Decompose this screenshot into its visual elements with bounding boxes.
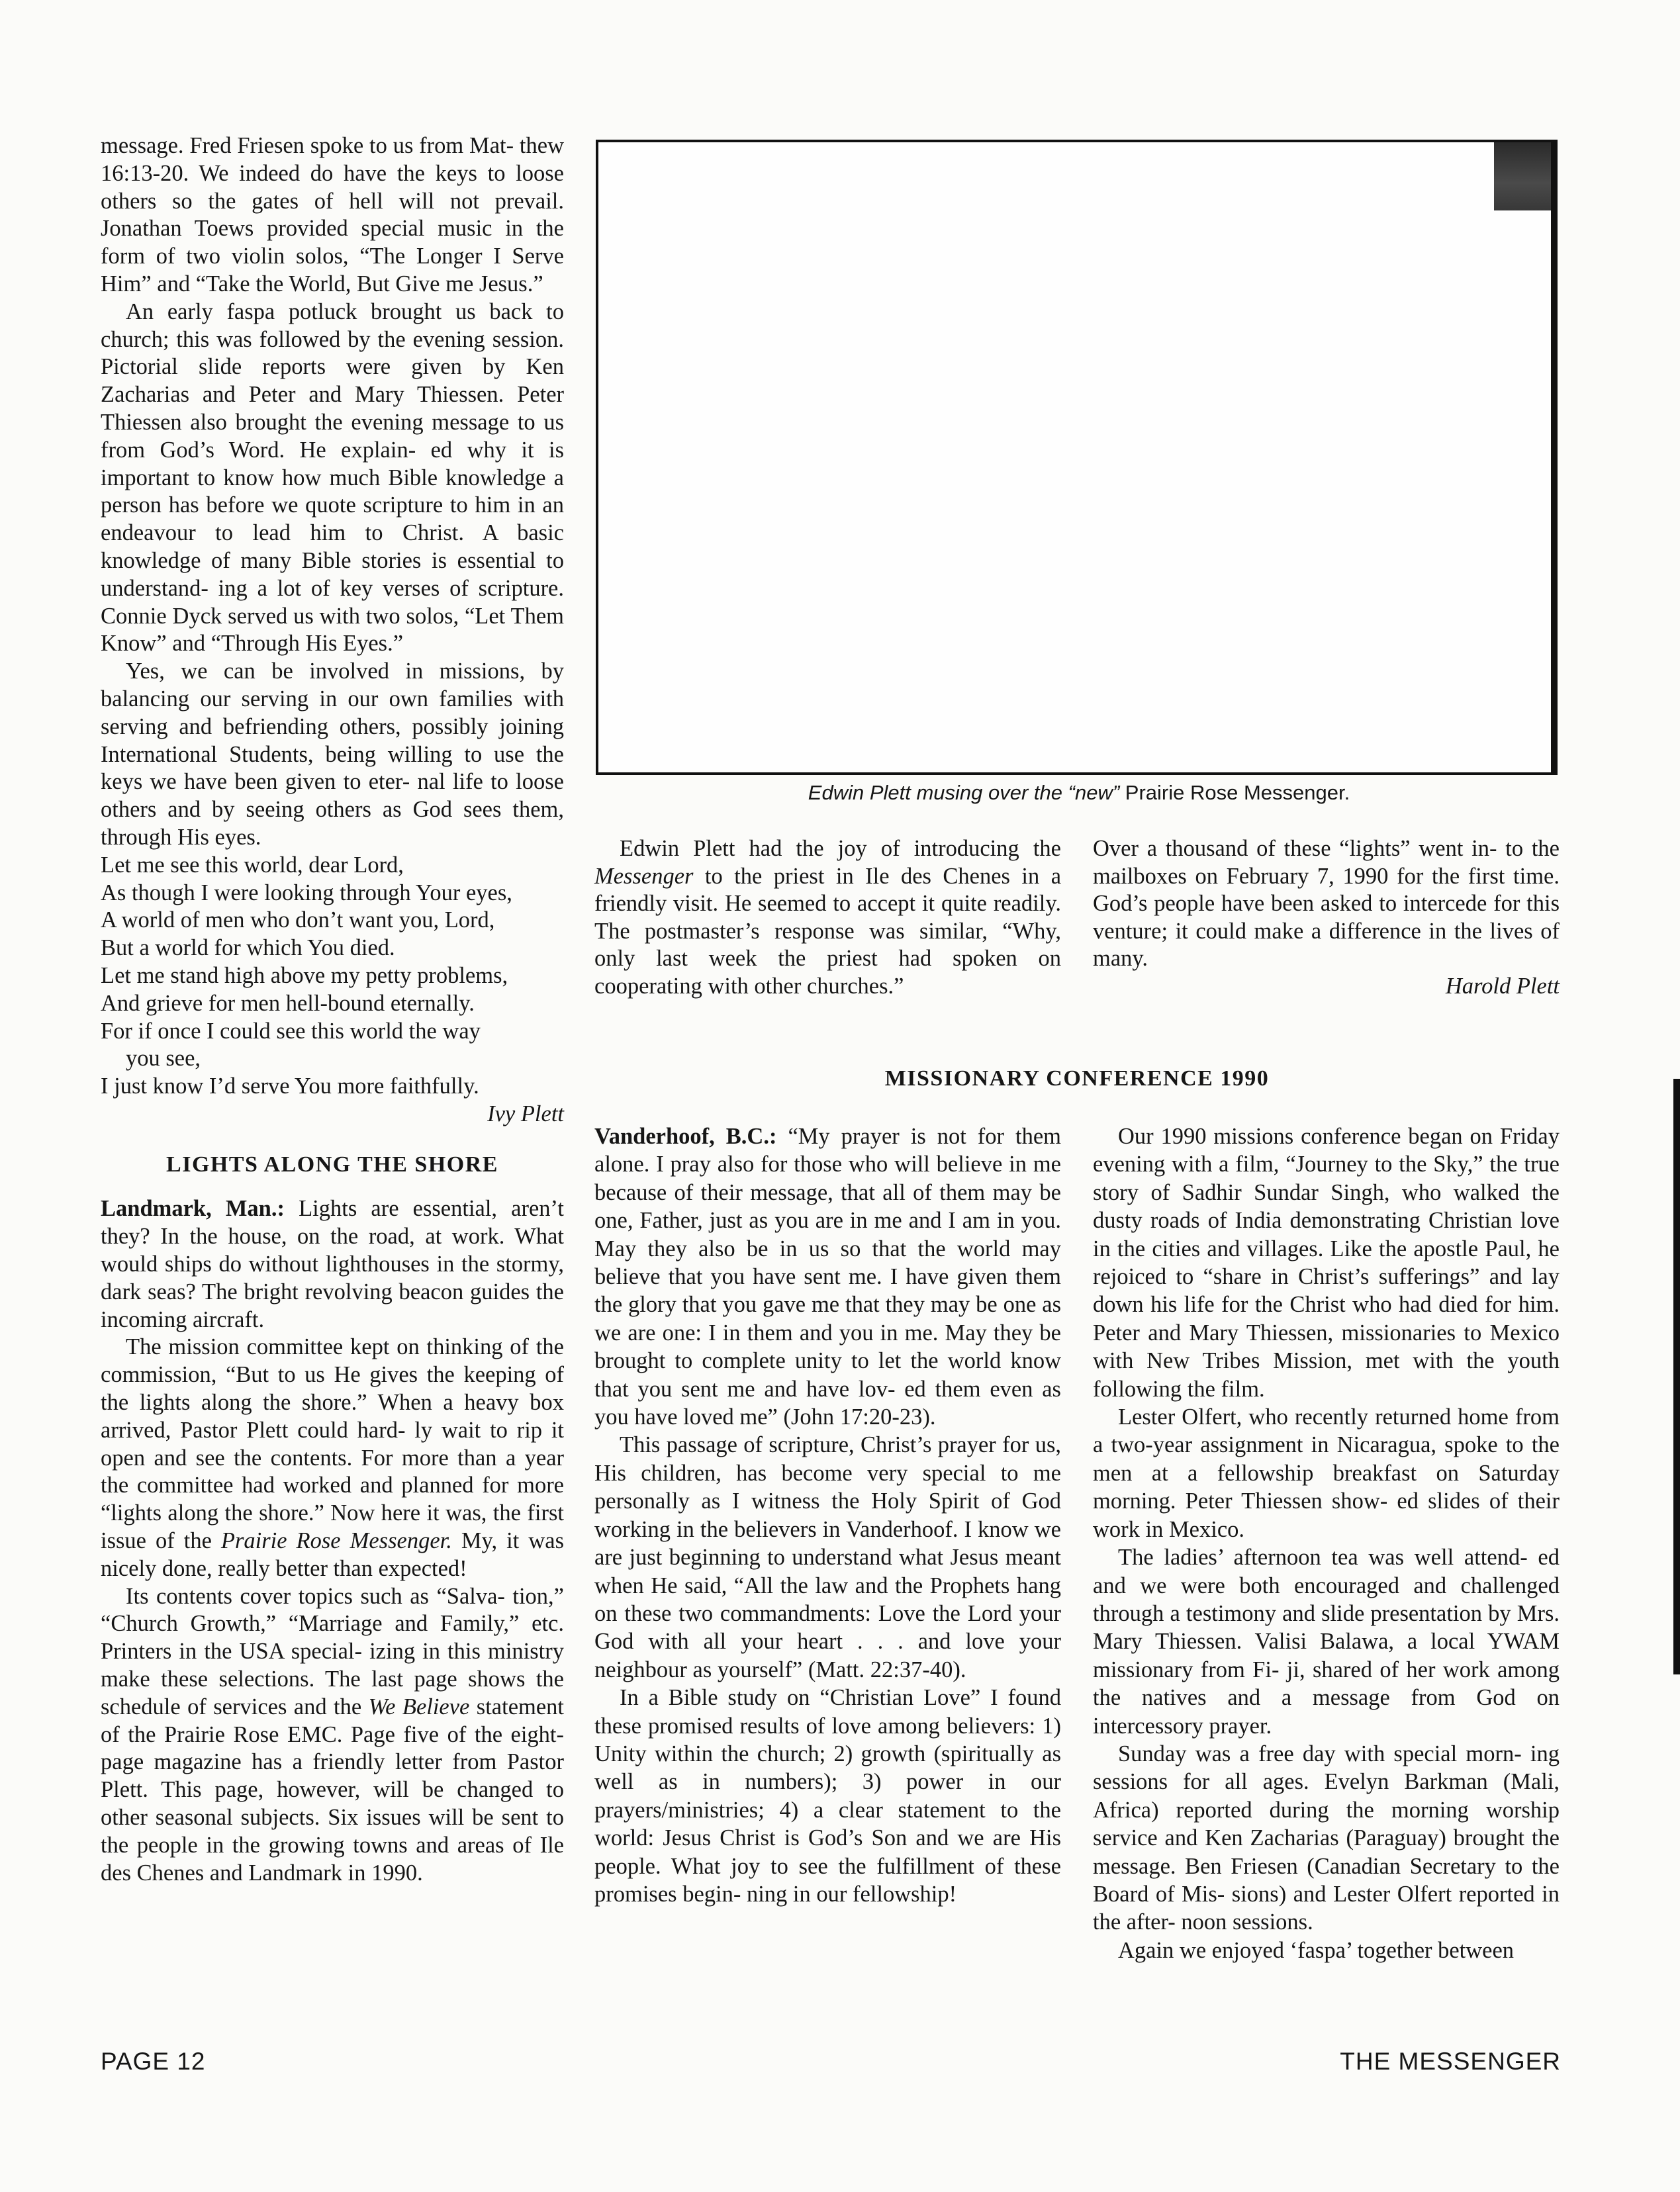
section-heading: MISSIONARY CONFERENCE 1990 <box>884 1066 1270 1091</box>
statement-title: We Believe <box>368 1694 470 1719</box>
left-column <box>101 132 564 1887</box>
poem-line: As though I were looking through Your eyes, <box>101 880 512 905</box>
signature: Ivy Plett <box>487 1101 564 1126</box>
paragraph <box>594 835 1061 1000</box>
paragraph: Yes, we can be involved in missions, by balancing our serving in our own families with serving and befriending others, possibly joining International Students, being willing to use the keys we have been given to eter- nal life to loose others and by seeing others as God sees them, through His eyes. <box>101 659 564 850</box>
paragraph: Over a thousand of these “lights” went in- to the mailboxes on February 7, 1990 for the first time. God’s people have been asked to intercede for this venture; it could make a difference in the lives of many. <box>1093 836 1560 971</box>
paragraph: Again we enjoyed ‘faspa’ together between <box>1118 1937 1515 1963</box>
page-number: PAGE 12 <box>101 2048 206 2075</box>
poem-line: you see, <box>126 1046 201 1072</box>
poem-line: A world of men who don’t want you, Lord, <box>101 907 495 933</box>
poem <box>101 852 564 1101</box>
paragraph-text: to the priest in Ile des Chenes in a friendly visit. He seemed to accept it quite readily. The postmaster’s response was similar, “Why, only last week the priest had spoken on cooperating with other churches.” <box>594 863 1062 999</box>
caption-text: Edwin Plett musing over the “new” <box>808 781 1120 804</box>
paragraph: An early faspa potluck brought us back to church; this was followed by the evening session. Pictorial slide reports were given by Ken Zacharias and Peter and Mary Thiessen. Peter Thiessen also brought the evening message to us from God’s Word. He explain- ed why it is important to know how much Bible knowledge a person has before we quote scripture to him in an endeavour to lead him to Christ. A basic knowledge of many Bible stories is essential to understand- ing a lot of key verses of scripture. Connie Dyck served us with two solos, “Let Them Know” and “Through His Eyes.” <box>101 298 564 657</box>
paragraph: In a Bible study on “Christian Love” I found these promised results of love among believers: 1) Unity within the church; 2) growth (spiritually as well as in numbers); 3) power in our prayers/ministries; 4) a clear statement to the world: Jesus Christ is God’s Son and we are His people. What joy to see the fulfillment of these promises begin- ning in our fellowship! <box>594 1685 1061 1907</box>
paragraph-text: Its contents cover topics such as “Salva- tion,” “Church Growth,” “Marriage and Family,” etc. Printers in the USA special- izing in this ministry make these selections. The last page shows the schedule of services and the <box>101 1583 564 1719</box>
right-column-bottom <box>1093 1122 1560 1964</box>
publication-title: Messenger <box>594 863 694 889</box>
signature: Harold Plett <box>1445 973 1560 999</box>
paragraph <box>594 1122 1061 1431</box>
paragraph: Sunday was a free day with special morn- ing sessions for all ages. Evelyn Barkman (Mali, Africa) reported during the morning worship service and Ken Zacharias (Paraguay) brought the message. Ben Friesen (Canadian Secretary to the Board of Mis- sions) and Lester Olfert reported in the after- noon sessions. <box>1093 1741 1560 1935</box>
paragraph <box>101 1195 564 1334</box>
paragraph: message. Fred Friesen spoke to us from Mat- thew 16:13-20. We indeed do have the keys to loose others so the gates of hell will not prevail. Jonathan Toews provided special music in the form of two violin solos, “The Longer I Serve Him” and “Take the World, But Give me Jesus.” <box>101 133 564 297</box>
paragraph-text: Edwin Plett had the joy of introducing the <box>620 836 1061 861</box>
paragraph <box>101 1583 564 1888</box>
paragraph: This passage of scripture, Christ’s prayer for us, His children, has become very special to me personally as I witness the Holy Spirit of God working in the believers in Vanderhoof. I know we are just beginning to understand what Jesus meant when He said, “All the law and the Prophets hang on these two commandments: Love the Lord your God with all your heart . . . and love your neighbour as yourself” (Matt. 22:37-40). <box>594 1432 1061 1682</box>
place-name: Vanderhoof, B.C.: <box>594 1124 777 1149</box>
magazine-title: THE MESSENGER <box>1340 2048 1561 2075</box>
photo-caption <box>596 781 1562 805</box>
poem-line: Let me stand high above my petty problems, <box>101 962 508 988</box>
paragraph-text: “My prayer is not for them alone. I pray also for those who will believe in me because of their message, that all of them may be one, Father, just as you are in me and I am in you. May they also be in us so that the world may believe that you have sent me. I have given them the glory that you gave me that they may be one as we are one: I in them and you in me. May they be brought to complete unity to let the world know that you sent me and have lov- ed them even as you have loved me” (John 17:20-23). <box>594 1124 1061 1430</box>
poem-line: And grieve for men hell-bound eternally. <box>101 990 475 1016</box>
section-heading: LIGHTS ALONG THE SHORE <box>166 1152 498 1177</box>
right-column-top <box>1093 835 1560 1000</box>
photo-shadow <box>1494 142 1551 210</box>
poem-line: Let me see this world, dear Lord, <box>101 852 404 878</box>
poem-line: I just know I’d serve You more faithfully. <box>101 1073 479 1099</box>
paragraph <box>101 1334 564 1582</box>
poem-line: For if once I could see this world the way <box>101 1018 481 1044</box>
paragraph-text: statement of the Prairie Rose EMC. Page five of the eight-page magazine has a friendly letter from Pastor Plett. This page, however, will be changed to other seasonal subjects. Six issues will be sent to the people in the growing towns and areas of Ile des Chenes and Landmark in 1990. <box>101 1694 565 1886</box>
middle-column-bottom <box>594 1122 1061 1908</box>
place-name: Landmark, Man.: <box>101 1196 285 1222</box>
publication-title: Prairie Rose Messenger. <box>220 1528 452 1554</box>
paragraph: Lester Olfert, who recently returned home from a two-year assignment in Nicaragua, spoke to the men at a fellowship breakfast on Saturday morning. Peter Thiessen show- ed slides of their work in Mexico. <box>1093 1404 1560 1542</box>
middle-column-top <box>594 835 1061 1000</box>
poem-line: But a world for which You died. <box>101 935 395 961</box>
scan-edge <box>1673 1079 1680 1674</box>
paragraph-text: Lights are essential, aren’t they? In the house, on the road, at work. What would ships do without lighthouses in the stormy, dark seas? The bright revolving beacon guides the incoming aircraft. <box>101 1196 564 1332</box>
caption-title: Prairie Rose Messenger. <box>1125 781 1350 804</box>
paragraph: The ladies’ afternoon tea was well attend- ed and we were both encouraged and challenged through a testimony and slide presentation by Mrs. Mary Thiessen. Valisi Balawa, a local YWAM missionary from Fi- ji, shared of her work among the natives and a message from God on intercessory prayer. <box>1093 1545 1560 1739</box>
paragraph-text: The mission committee kept on thinking of the commission, “But to us He gives the keeping of the lights along the shore.” When a heavy box arrived, Pastor Plett could hard- ly wait to rip it open and see the contents. For more than a year the committee had worked and planned for more “lights along the shore.” Now here it was, the first issue of the <box>101 1334 564 1554</box>
photo <box>596 140 1558 775</box>
paragraph: Our 1990 missions conference began on Friday evening with a film, “Journey to the Sky,” the true story of Sadhir Sundar Singh, who walked the dusty roads of India demonstrating Christian love in the cities and villages. Like the apostle Paul, he rejoiced to “share in Christ’s sufferings” and lay down his life for the Christ who had died for him. Peter and Mary Thiessen, missionaries to Mexico with New Tribes Mission, met with the youth following the film. <box>1093 1124 1560 1402</box>
paragraph-text: My, it was nicely done, really better than expected! <box>101 1528 565 1581</box>
